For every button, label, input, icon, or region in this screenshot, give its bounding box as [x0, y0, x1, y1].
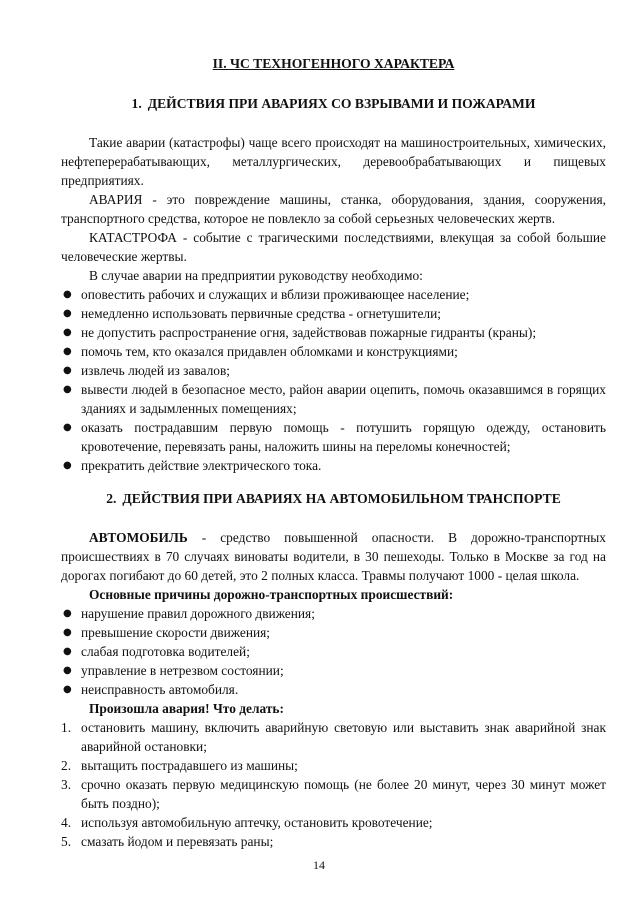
section2-title: ДЕЙСТВИЯ ПРИ АВАРИЯХ НА АВТОМОБИЛЬНОМ ТРАНСПОРТЕ — [122, 491, 561, 506]
section1-heading — [61, 94, 606, 113]
chapter-heading: II. ЧС ТЕХНОГЕННОГО ХАРАКТЕРА — [212, 56, 455, 71]
step-text: остановить машину, включить аварийную световую или выставить знак аварийной знак аварийной остановки; — [81, 720, 606, 754]
list-item-text: извлечь людей из завалов; — [81, 363, 231, 378]
list-item — [61, 832, 606, 851]
bullet-icon: ● — [63, 684, 72, 695]
list-item-text: неисправность автомобиля. — [81, 682, 239, 697]
list-item — [61, 661, 606, 680]
section2-heading — [61, 489, 606, 508]
page-content — [61, 54, 606, 851]
list-item-text: нарушение правил дорожного движения; — [81, 606, 315, 621]
section2-number: 2. — [106, 491, 117, 506]
step-text: срочно оказать первую медицинскую помощь (не более 20 минут, через 30 минут может быть поздно); — [81, 777, 606, 811]
list-item — [61, 623, 606, 642]
section1-paragraph: КАТАСТРОФА - событие с трагическими последствиями, влекущая за собой большие человеческие жертвы. — [61, 230, 606, 264]
list-item-text: прекратить действие электрического тока. — [81, 458, 322, 473]
bullet-icon: ● — [63, 665, 72, 676]
step-number: 3. — [61, 777, 72, 792]
bullet-icon: ● — [63, 289, 72, 300]
step-number: 2. — [61, 758, 72, 773]
list-item — [61, 813, 606, 832]
list-item — [61, 361, 606, 380]
step-number: 5. — [61, 834, 72, 849]
section2-intro-text: - средство повышенной опасности. В дорожно-транспортных происшествиях в 70 случаях виноваты водители, в 30 пешеходы. Только в Москве за год на дорогах погибают до 60 детей, это 2 полных класса. Травмы получают 1000 - целая школа. — [61, 530, 606, 583]
step-number: 1. — [61, 720, 72, 735]
actions-heading: Произошла авария! Что делать: — [89, 701, 284, 716]
causes-bullet-list — [61, 604, 606, 699]
list-item — [61, 323, 606, 342]
bullet-icon: ● — [63, 422, 72, 433]
list-item-text: превышение скорости движения; — [81, 625, 271, 640]
section1-bullet-list — [61, 285, 606, 475]
step-text: используя автомобильную аптечку, остановить кровотечение; — [81, 815, 433, 830]
section-spacer — [61, 475, 606, 489]
section1-title: ДЕЙСТВИЯ ПРИ АВАРИЯХ СО ВЗРЫВАМИ И ПОЖАРАМИ — [147, 96, 536, 111]
list-item-text: немедленно использовать первичные средства - огнетушители; — [81, 306, 441, 321]
bullet-icon: ● — [63, 327, 72, 338]
list-item-text: не допустить распространение огня, задействовав пожарные гидранты (краны); — [81, 325, 537, 340]
list-item — [61, 418, 606, 456]
list-item — [61, 380, 606, 418]
automobile-term: АВТОМОБИЛЬ — [89, 530, 188, 545]
list-item-text: оповестить рабочих и служащих и вблизи проживающее население; — [81, 287, 470, 302]
list-item — [61, 642, 606, 661]
list-item-text: помочь тем, кто оказался придавлен обломками и конструкциями; — [81, 344, 458, 359]
list-item — [61, 680, 606, 699]
bullet-icon: ● — [63, 646, 72, 657]
list-item-text: слабая подготовка водителей; — [81, 644, 250, 659]
list-item — [61, 756, 606, 775]
bullet-icon: ● — [63, 627, 72, 638]
step-text: вытащить пострадавшего из машины; — [81, 758, 298, 773]
list-item — [61, 342, 606, 361]
list-item-text: вывести людей в безопасное место, район аварии оцепить, помочь оказавшимся в горящих зданиях и задымленных помещениях; — [81, 382, 606, 416]
section1-paragraph: Такие аварии (катастрофы) чаще всего происходят на машиностроительных, химических, нефтеперерабатывающих, металлургических, деревообрабатывающих и пищевых предприятиях. — [61, 135, 606, 188]
list-item-text: оказать пострадавшим первую помощь - потушить горящую одежду, остановить кровотечение, перевязать раны, наложить шины на переломы конечностей; — [81, 420, 606, 454]
bullet-icon: ● — [63, 608, 72, 619]
actions-numbered-list — [61, 718, 606, 851]
list-item — [61, 456, 606, 475]
page-number: 14 — [313, 858, 325, 872]
list-item — [61, 775, 606, 813]
causes-heading: Основные причины дорожно-транспортных происшествий: — [89, 587, 454, 602]
bullet-icon: ● — [63, 460, 72, 471]
section1-number: 1. — [131, 96, 142, 111]
section2-intro-paragraph — [61, 528, 606, 585]
bullet-icon: ● — [63, 346, 72, 357]
list-item — [61, 718, 606, 756]
list-item — [61, 604, 606, 623]
bullet-icon: ● — [63, 365, 72, 376]
list-item — [61, 304, 606, 323]
bullet-icon: ● — [63, 384, 72, 395]
step-text: смазать йодом и перевязать раны; — [81, 834, 274, 849]
step-number: 4. — [61, 815, 72, 830]
section1-paragraph: АВАРИЯ - это повреждение машины, станка, оборудования, здания, сооружения, транспортного средства, которое не повлекло за собой серьезных человеческих жертв. — [61, 192, 606, 226]
list-item — [61, 285, 606, 304]
section1-paragraph: В случае аварии на предприятии руководству необходимо: — [89, 268, 423, 283]
bullet-icon: ● — [63, 308, 72, 319]
list-item-text: управление в нетрезвом состоянии; — [81, 663, 284, 678]
